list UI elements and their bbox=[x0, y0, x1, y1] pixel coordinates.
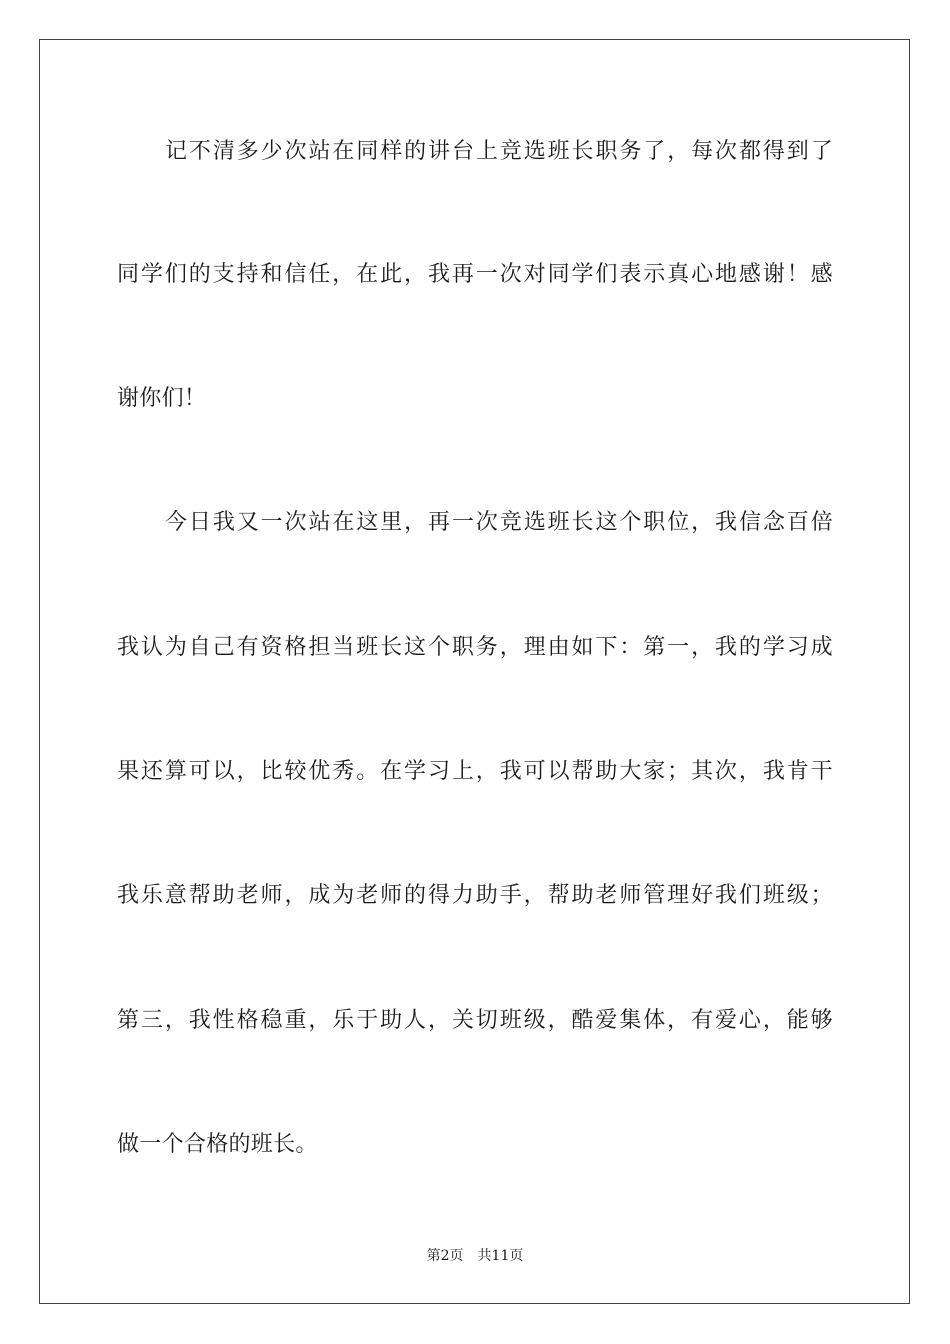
text-line: 记不清多少次站在同样的讲台上竞选班长职务了，每次都得到了 bbox=[165, 139, 833, 164]
text-line: 第三，我性格稳重，乐于助人，关切班级，酷爱集体，有爱心，能够 bbox=[117, 1008, 833, 1033]
text-line: 我乐意帮助老师，成为老师的得力助手，帮助老师管理好我们班级； bbox=[117, 883, 833, 908]
text-line: 今日我又一次站在这里，再一次竞选班长这个职位，我信念百倍 bbox=[165, 510, 833, 535]
text-line: 谢你们！ bbox=[117, 386, 207, 411]
page-total: 共11页 bbox=[477, 1248, 524, 1264]
text-line: 我认为自己有资格担当班长这个职务，理由如下：第一，我的学习成 bbox=[117, 635, 833, 660]
text-line: 同学们的支持和信任，在此，我再一次对同学们表示真心地感谢！感 bbox=[117, 262, 833, 287]
page-footer bbox=[0, 1247, 950, 1265]
page-number: 第2页 bbox=[426, 1248, 464, 1264]
page-border bbox=[39, 39, 910, 1304]
text-line: 果还算可以，比较优秀。在学习上，我可以帮助大家；其次，我肯干 bbox=[117, 759, 833, 784]
text-line: 做一个合格的班长。 bbox=[117, 1132, 318, 1157]
